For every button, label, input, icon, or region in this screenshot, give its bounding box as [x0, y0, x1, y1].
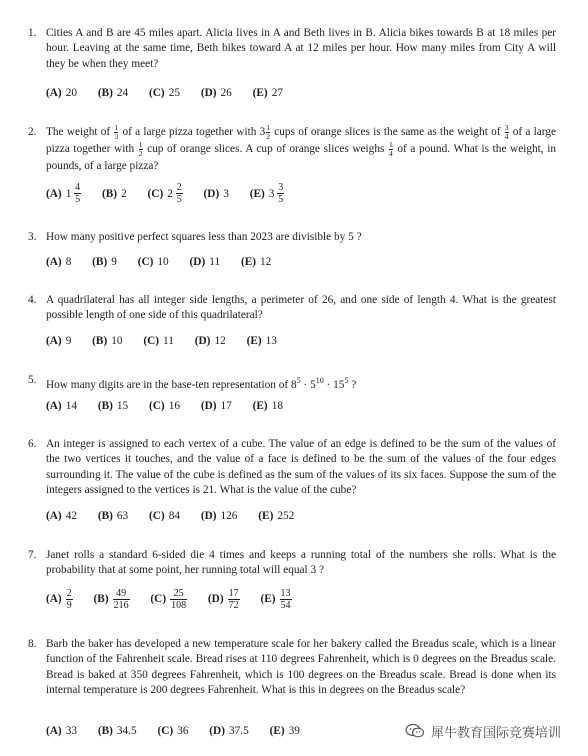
watermark-text: 犀牛教育国际竞赛培训	[431, 725, 562, 741]
question-text: How many digits are in the base-ten representation of $8^5 \cdot 5^{10} \cdot 15^5$ ?	[46, 376, 357, 391]
choice-e[interactable]: (E) 3 $\frac{3}{5}$	[249, 182, 284, 205]
question-7	[28, 548, 556, 579]
fraction: $\frac{3}{4}$	[504, 123, 509, 141]
question-text: Janet rolls a standard 6-sided die 4 times and keeps a running total of the numbers she rolls. What is the probability that at some point, her running total will equal 3 ?	[46, 549, 556, 577]
choice-a[interactable]: (A) 9	[46, 335, 72, 348]
choice-c[interactable]: (C) 36	[157, 725, 189, 738]
question-text: An integer is assigned to each vertex of a cube. The value of an edge is defined to be the sum of the values of the two vertices it touches, and the value of a face is defined to be the sum of the values of the four edges surrounding it. The value of the cube is defined as the sum of the values of its six faces. Suppose the sum of the integers assigned to the vertices is 21. What is the value of the cube?	[46, 438, 556, 497]
question-3	[28, 230, 556, 245]
choice-a[interactable]: (A) 42	[46, 510, 77, 523]
choice-c[interactable]: (C) 2 $\frac{2}{5}$	[147, 182, 182, 205]
choice-d[interactable]: (D) 37.5	[209, 725, 249, 738]
choice-d[interactable]: (D) 126	[200, 510, 238, 523]
question-text: Cities A and B are 45 miles apart. Alicia lives in A and Beth lives in B. Alicia bikes towards B at 18 miles per hour. Leaving at the same time, Beth bikes toward A at 12 miles per hour. How many miles from City A will they be when they meet?	[46, 27, 556, 70]
choice-d[interactable]: (D) 3	[203, 187, 229, 200]
choices-4	[46, 335, 295, 347]
choice-b[interactable]: (B) 63	[97, 510, 129, 523]
choice-d[interactable]: (D) $\frac{17}{72}$	[207, 588, 239, 611]
choice-c[interactable]: (C) 16	[149, 400, 180, 413]
choice-d[interactable]: (D) 12	[194, 335, 226, 348]
choices-8	[46, 725, 318, 737]
choices-7	[46, 588, 310, 611]
question-8	[28, 637, 556, 699]
question-text: The weight of $\frac{1}{3}$ of a large pizza together with 3 $\frac{1}{2}$ cups of orange slices is the same as the weight of $\frac{3}{4}$ of a large pizza together with $\frac{1}{2}$ cup of orange slices. A cup of orange slices weighs $\frac{1}{4}$ of a pound. What is the weight, in pounds, of a large pizza?	[46, 123, 557, 173]
choice-e[interactable]: (E) 27	[252, 87, 283, 100]
fraction: $\frac{1}{3}$	[114, 123, 119, 141]
wechat-icon	[405, 723, 425, 739]
choice-e[interactable]: (E) $\frac{13}{54}$	[260, 588, 291, 611]
choices-2	[46, 182, 302, 205]
choice-b[interactable]: (B) 15	[97, 400, 129, 413]
choice-b[interactable]: (B) $\frac{49}{216}$	[93, 588, 129, 611]
question-number: 8.	[28, 638, 37, 650]
choice-b[interactable]: (B) 2	[102, 187, 127, 200]
choice-b[interactable]: (B) 24	[97, 87, 129, 100]
choices-5	[46, 400, 301, 412]
fraction: $\frac{1}{4}$	[389, 140, 393, 159]
choice-d[interactable]: (D) 26	[200, 87, 232, 100]
choice-a[interactable]: (A) 14	[46, 400, 77, 413]
choice-a[interactable]: (A) $\frac{2}{9}$	[46, 588, 72, 611]
question-5	[28, 373, 556, 393]
question-text: Barb the baker has developed a new temperature scale for her bakery called the Breadus scale, which is a linear function of the Fahrenheit scale. Bread rises at 110 degrees Fahrenheit, which is 0 degrees on the Breadus scale. Bread is baked at 350 degrees Fahrenheit, which is 100 degrees on the Breadus scale. Bread is done when its internal temperature is 200 degrees Fahrenheit. What is this in degrees on the Breadus scale?	[46, 638, 556, 697]
question-text: How many positive perfect squares less than 2023 are divisible by 5 ?	[46, 231, 362, 243]
choice-a[interactable]: (A) 33	[46, 725, 77, 738]
choice-c[interactable]: (C) 10	[137, 256, 169, 269]
question-text: A quadrilateral has all integer side lengths, a perimeter of 26, and one side of length 4. What is the greatest possible length of one side of this quadrilateral?	[46, 294, 556, 322]
question-number: 7.	[28, 549, 37, 561]
choices-6	[46, 510, 312, 522]
choice-c[interactable]: (C) 84	[149, 510, 180, 523]
fraction: $\frac{1}{2}$	[138, 140, 143, 159]
watermark	[405, 718, 561, 744]
choice-e[interactable]: (E) 12	[240, 256, 272, 269]
choices-3	[46, 256, 289, 268]
choice-c[interactable]: (C) 25	[149, 87, 180, 100]
choice-a[interactable]: (A) 8	[46, 256, 72, 269]
choice-b[interactable]: (B) 10	[92, 335, 123, 348]
choice-d[interactable]: (D) 17	[200, 400, 232, 413]
question-number: 3.	[28, 231, 37, 243]
question-number: 1.	[28, 27, 37, 39]
choice-a[interactable]: (A) 1 $\frac{4}{5}$	[46, 182, 81, 205]
question-4	[28, 293, 556, 324]
choice-b[interactable]: (B) 9	[92, 256, 117, 269]
question-2	[28, 124, 556, 175]
choice-e[interactable]: (E) 39	[269, 725, 300, 738]
choice-e[interactable]: (E) 13	[246, 335, 277, 348]
choices-1	[46, 87, 301, 99]
choice-a[interactable]: (A) 20	[46, 87, 77, 100]
question-number: 6.	[28, 438, 37, 450]
choice-c[interactable]: (C) $\frac{25}{108}$	[150, 588, 187, 611]
choice-c[interactable]: (C) 11	[143, 335, 174, 348]
question-number: 4.	[28, 294, 37, 306]
question-number: 2.	[28, 126, 37, 138]
choice-e[interactable]: (E) 18	[252, 400, 283, 413]
choice-e[interactable]: (E) 252	[258, 510, 295, 523]
choice-d[interactable]: (D) 11	[189, 256, 221, 269]
fraction: $\frac{1}{2}$	[266, 123, 270, 141]
question-number: 5.	[28, 374, 37, 386]
question-6	[28, 437, 556, 499]
question-1	[28, 26, 556, 72]
choice-b[interactable]: (B) 34.5	[97, 725, 137, 738]
